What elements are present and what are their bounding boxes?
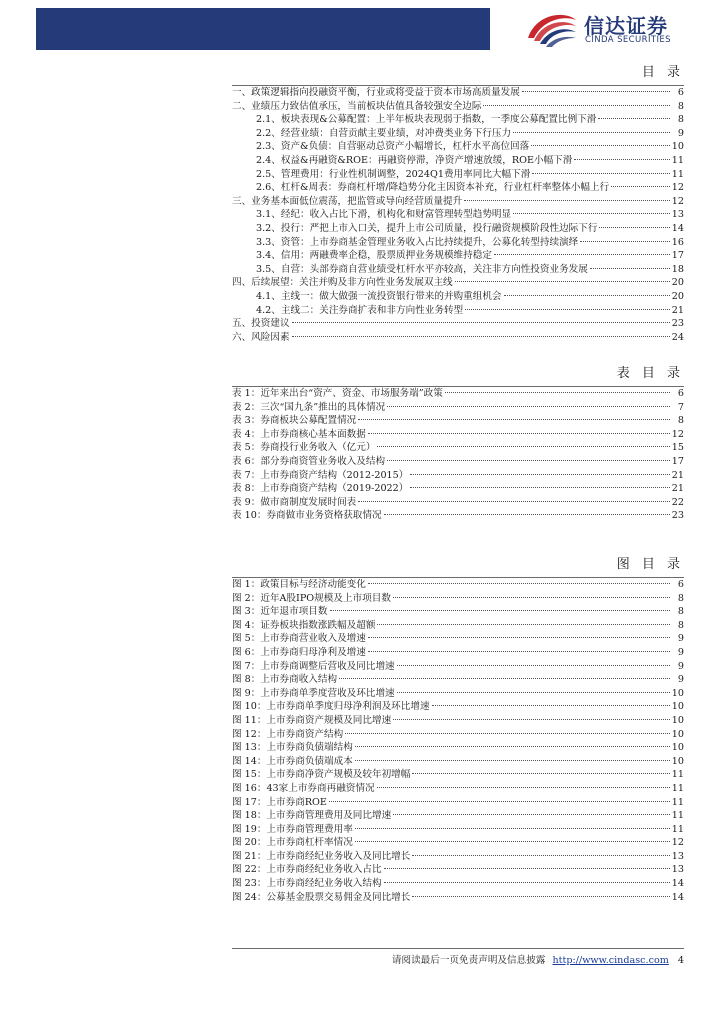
- toc-entry-page: 13: [671, 209, 684, 221]
- page-footer: [392, 952, 684, 966]
- toc-entry-text: 图 10：上市券商单季度归母净利润及环比增速: [232, 701, 430, 713]
- toc-entry-text: 2.1、板块表现&公募配置：上半年板块表现弱于指数，一季度公募配置比例下滑: [256, 114, 597, 126]
- toc-entry[interactable]: [232, 127, 684, 141]
- toc-entry[interactable]: [232, 836, 684, 850]
- toc-entry[interactable]: [232, 809, 684, 823]
- toc-entry-page: 15: [671, 442, 684, 454]
- toc-entry-page: 10: [671, 701, 684, 713]
- dot-leader: [345, 733, 670, 734]
- toc-entry[interactable]: [232, 304, 684, 318]
- dot-leader: [574, 159, 669, 160]
- dot-leader: [393, 597, 670, 598]
- toc-entry-text: 图 22：上市券商经纪业务收入占比: [232, 864, 382, 876]
- toc-entry[interactable]: [232, 195, 684, 209]
- dot-leader: [455, 281, 670, 282]
- dot-leader: [513, 132, 670, 133]
- toc-entry-text: 表 9：做市商制度发展时间表: [232, 496, 357, 508]
- toc-entry-text: 图 12：上市券商资产结构: [232, 728, 344, 740]
- toc-entry-text: 表 3：券商板块公募配置情况: [232, 415, 357, 427]
- dot-leader: [358, 501, 670, 502]
- toc-entry[interactable]: [232, 208, 684, 222]
- toc-entry-text: 3.5、自营：头部券商自营业绩受杠杆水平亦较高，关注非方向性投资业务发展: [256, 263, 588, 275]
- toc-entry-page: 9: [677, 660, 684, 672]
- toc-entry[interactable]: [232, 236, 684, 250]
- toc-entry-page: 13: [671, 850, 684, 862]
- dot-leader: [384, 514, 670, 515]
- dot-leader: [393, 719, 670, 720]
- dot-leader: [387, 406, 670, 407]
- brand-logo: [522, 8, 702, 50]
- toc-entry[interactable]: [232, 331, 684, 345]
- dot-leader: [611, 186, 670, 187]
- toc-entry-text: 图 17：上市券商ROE: [232, 796, 327, 808]
- toc-entry[interactable]: [232, 850, 684, 864]
- toc-entry-text: 图 20：上市券商杠杆率情况: [232, 837, 353, 849]
- toc-entry-text: 图 13：上市券商负债端结构: [232, 742, 353, 754]
- toc-entry[interactable]: [232, 509, 684, 523]
- toc-entry-text: 表 10：券商做市业务资格获取情况: [232, 510, 382, 522]
- dot-leader: [532, 173, 669, 174]
- toc-entry[interactable]: [232, 741, 684, 755]
- toc-entry-page: 22: [671, 496, 684, 508]
- toc-entry-page: 9: [677, 633, 684, 645]
- toc-entry-text: 3.4、信用：两融费率企稳，股票质押业务规模维持稳定: [256, 250, 492, 262]
- dot-leader: [330, 610, 671, 611]
- toc-entry-page: 23: [671, 510, 684, 522]
- dot-leader: [483, 105, 670, 106]
- toc-entry-text: 表 8：上市券商资产结构（2019-2022）: [232, 483, 409, 495]
- toc-entry-page: 9: [677, 674, 684, 686]
- header-banner: [36, 8, 490, 50]
- toc-entry-text: 六、风险因素: [232, 331, 290, 343]
- toc-entry[interactable]: [232, 263, 684, 277]
- figures-section: [232, 556, 684, 904]
- dot-leader: [397, 692, 670, 693]
- toc-entry-text: 3.1、经纪：收入占比下滑，机构化和财富管理转型趋势明显: [256, 209, 512, 221]
- toc-entry-text: 4.1、主线一：做大做强一流投资银行带来的并购重组机会: [256, 290, 502, 302]
- toc-entry[interactable]: [232, 317, 684, 331]
- toc-entry[interactable]: [232, 113, 684, 127]
- toc-entry[interactable]: [232, 140, 684, 154]
- toc-entry-page: 23: [671, 318, 684, 330]
- dot-leader: [355, 746, 670, 747]
- toc-entry-text: 图 1：政策目标与经济动能变化: [232, 579, 366, 590]
- dot-leader: [397, 665, 670, 666]
- toc-entry-page: 8: [677, 100, 684, 112]
- toc-entry-page: 8: [677, 619, 684, 631]
- dot-leader: [355, 760, 670, 761]
- toc-entry-page: 11: [671, 823, 684, 835]
- toc-entry-page: 12: [671, 837, 684, 849]
- toc-entry-text: 图 6：上市券商归母净利及增速: [232, 646, 366, 658]
- toc-entry-text: 图 24：公募基金股票交易佣金及同比增长: [232, 891, 411, 903]
- toc-entry-page: 21: [671, 469, 684, 481]
- toc-entry-page: 6: [677, 388, 684, 399]
- toc-entry-page: 10: [671, 687, 684, 699]
- toc-entry-page: 8: [677, 114, 684, 126]
- dot-leader: [387, 460, 670, 461]
- logo-chinese-name: 信达证券: [584, 14, 668, 38]
- toc-entry[interactable]: [232, 387, 684, 401]
- toc-entry-text: 二、业绩压力致估值承压，当前板块估值具备较强安全边际: [232, 100, 482, 112]
- toc-entry-text: 表 2：三次“国九条”推出的具体情况: [232, 401, 386, 413]
- toc-entry-text: 表 5：券商投行业务收入（亿元）: [232, 442, 376, 454]
- toc-entry-text: 表 7：上市券商资产结构（2012-2015）: [232, 469, 409, 481]
- toc-entry-text: 图 14：上市券商负债端成本: [232, 755, 353, 767]
- toc-entry-page: 20: [671, 290, 684, 302]
- dot-leader: [377, 446, 669, 447]
- toc-entry[interactable]: [232, 646, 684, 660]
- dot-leader: [465, 309, 670, 310]
- toc-entry[interactable]: [232, 222, 684, 236]
- toc-entry[interactable]: [232, 496, 684, 510]
- toc-entry[interactable]: [232, 401, 684, 415]
- toc-entry[interactable]: [232, 290, 684, 304]
- dot-leader: [464, 200, 670, 201]
- toc-entry-page: 8: [677, 592, 684, 604]
- toc-entry[interactable]: [232, 891, 684, 905]
- toc-entry-text: 2.4、权益&再融资&ROE：再融资停滞，净资产增速放缓，ROE小幅下滑: [256, 154, 573, 166]
- tables-section: [232, 365, 684, 523]
- toc-entry-page: 6: [677, 579, 684, 590]
- tables-list: [232, 387, 684, 523]
- toc-entry[interactable]: [232, 592, 684, 606]
- dot-leader: [494, 254, 670, 255]
- toc-entry-page: 16: [671, 236, 684, 248]
- figures-list: [232, 578, 684, 904]
- toc-entry[interactable]: [232, 482, 684, 496]
- toc-entry[interactable]: [232, 796, 684, 810]
- toc-entry-text: 2.2、经营业绩：自营贡献主要业绩，对冲费类业务下行压力: [256, 127, 512, 139]
- toc-entry-text: 三、业务基本面低位震荡，把监管或导向经营质量提升: [232, 195, 463, 207]
- toc-entry-text: 一、政策逻辑指向投融资平衡，行业或将受益于资本市场高质量发展: [232, 87, 520, 98]
- dot-leader: [432, 705, 670, 706]
- toc-entry-text: 图 21：上市券商经纪业务收入及同比增长: [232, 850, 411, 862]
- toc-section: [232, 64, 684, 344]
- toc-entry-text: 表 1：近年来出台“资产、资金、市场服务端”政策: [232, 388, 443, 399]
- dot-leader: [504, 295, 670, 296]
- logo-english-name: CINDA SECURITIES: [585, 35, 671, 45]
- toc-entry-page: 12: [671, 182, 684, 194]
- toc-entry-page: 10: [671, 728, 684, 740]
- dot-leader: [513, 213, 670, 214]
- dot-leader: [368, 583, 670, 584]
- toc-entry-text: 图 19：上市券商管理费用率: [232, 823, 353, 835]
- toc-entry-page: 17: [671, 455, 684, 467]
- dot-leader: [292, 322, 670, 323]
- toc-entry-text: 图 8：上市券商收入结构: [232, 674, 338, 686]
- toc-entry-text: 图 2：近年A股IPO规模及上市项目数: [232, 592, 391, 604]
- dot-leader: [531, 145, 670, 146]
- toc-entry[interactable]: [232, 428, 684, 442]
- dot-leader: [368, 433, 670, 434]
- footer-rule: [232, 948, 684, 949]
- footer-website-link[interactable]: http://www.cindasc.com: [552, 955, 669, 966]
- toc-entry-text: 图 16：43家上市券商再融资情况: [232, 782, 375, 794]
- toc-entry-page: 17: [671, 250, 684, 262]
- toc-entry[interactable]: [232, 154, 684, 168]
- toc-entry-text: 2.3、资产&负债：自营驱动总资产小幅增长，杠杆水平高位回落: [256, 141, 530, 153]
- toc-entry-text: 图 9：上市券商单季度营收及环比增速: [232, 687, 395, 699]
- toc-entry-text: 图 11：上市券商资产规模及同比增速: [232, 714, 392, 726]
- toc-entry-page: 11: [671, 168, 684, 180]
- toc-entry-page: 21: [671, 483, 684, 495]
- toc-entry-text: 2.6、杠杆&周表：券商杠杆增/降趋势分化主因资本补充，行业杠杆率整体小幅上行: [256, 182, 610, 194]
- toc-entry-page: 21: [671, 304, 684, 316]
- toc-entry-text: 图 7：上市券商调整后营收及同比增速: [232, 660, 395, 672]
- toc-entry-text: 图 5：上市券商营业收入及增速: [232, 633, 366, 645]
- toc-entry[interactable]: [232, 86, 684, 100]
- dot-leader: [410, 487, 669, 488]
- toc-entry-page: 20: [671, 277, 684, 289]
- toc-entry[interactable]: [232, 863, 684, 877]
- toc-title: 目 录: [641, 65, 684, 80]
- toc-entry-text: 图 23：上市券商经纪业务收入结构: [232, 878, 382, 890]
- toc-entry-text: 图 18：上市券商管理费用及同比增速: [232, 810, 392, 822]
- toc-entry-page: 8: [677, 606, 684, 618]
- toc-entry[interactable]: [232, 728, 684, 742]
- toc-entry-page: 9: [677, 646, 684, 658]
- toc-entry[interactable]: [232, 249, 684, 263]
- dot-leader: [355, 828, 670, 829]
- toc-entry-text: 表 6：部分券商资管业务收入及结构: [232, 455, 386, 467]
- toc-entry-page: 10: [671, 141, 684, 153]
- toc-entry-text: 图 4：证券板块指数涨跌幅及超额: [232, 619, 376, 631]
- toc-entry[interactable]: [232, 755, 684, 769]
- toc-entry-page: 9: [677, 127, 684, 139]
- toc-entry-page: 14: [671, 878, 684, 890]
- toc-entry-page: 24: [671, 331, 684, 343]
- toc-entry[interactable]: [232, 714, 684, 728]
- toc-entry-text: 3.3、资管：上市券商基金管理业务收入占比持续提升，公募化转型持续演绎: [256, 236, 579, 248]
- toc-entry-page: 8: [677, 415, 684, 427]
- toc-entry-page: 14: [671, 222, 684, 234]
- toc-entry[interactable]: [232, 469, 684, 483]
- toc-entry-text: 图 3：近年退市项目数: [232, 606, 328, 618]
- toc-entry-page: 14: [671, 891, 684, 903]
- toc-entry[interactable]: [232, 181, 684, 195]
- dot-leader: [445, 392, 670, 393]
- cinda-logo-icon: [522, 8, 580, 50]
- toc-entry-page: 12: [671, 428, 684, 440]
- dot-leader: [384, 882, 670, 883]
- toc-entry[interactable]: [232, 100, 684, 114]
- dot-leader: [412, 896, 669, 897]
- dot-leader: [412, 855, 669, 856]
- toc-entry[interactable]: [232, 877, 684, 891]
- toc-entry-text: 五、投资建议: [232, 318, 290, 330]
- dot-leader: [377, 787, 670, 788]
- toc-entry[interactable]: [232, 619, 684, 633]
- toc-entry-text: 表 4：上市券商核心基本面数据: [232, 428, 366, 440]
- toc-entry[interactable]: [232, 673, 684, 687]
- dot-leader: [412, 773, 669, 774]
- toc-entry-page: 13: [671, 864, 684, 876]
- toc-entry[interactable]: [232, 276, 684, 290]
- toc-entry-text: 4.2、主线二：关注券商扩表和非方向性业务转型: [256, 304, 464, 316]
- dot-leader: [590, 268, 670, 269]
- dot-leader: [339, 678, 670, 679]
- toc-entry-page: 10: [671, 742, 684, 754]
- dot-leader: [598, 118, 670, 119]
- toc-entry[interactable]: [232, 660, 684, 674]
- toc-entry-page: 11: [671, 782, 684, 794]
- toc-entry[interactable]: [232, 823, 684, 837]
- toc-entry[interactable]: [232, 168, 684, 182]
- footer-disclaimer: 请阅读最后一页免责声明及信息披露: [391, 955, 546, 966]
- figures-title: 图 目 录: [616, 557, 684, 572]
- toc-entry-page: 18: [671, 263, 684, 275]
- toc-entry[interactable]: [232, 687, 684, 701]
- toc-entry-text: 3.2、投行：严把上市入口关，提升上市公司质量，投行融资规模阶段性边际下行: [256, 222, 598, 234]
- toc-entry[interactable]: [232, 441, 684, 455]
- toc-entry[interactable]: [232, 700, 684, 714]
- toc-entry[interactable]: [232, 632, 684, 646]
- toc-entry-page: 10: [671, 755, 684, 767]
- dot-leader: [384, 868, 670, 869]
- dot-leader: [368, 637, 670, 638]
- toc-entry-page: 11: [671, 796, 684, 808]
- dot-leader: [329, 801, 670, 802]
- dot-leader: [377, 624, 670, 625]
- toc-entry[interactable]: [232, 414, 684, 428]
- toc-entry[interactable]: [232, 605, 684, 619]
- dot-leader: [358, 419, 670, 420]
- dot-leader: [522, 91, 670, 92]
- toc-entry-page: 11: [671, 769, 684, 781]
- dot-leader: [368, 651, 670, 652]
- dot-leader: [355, 841, 670, 842]
- toc-entry-text: 图 15：上市券商净资产规模及较年初增幅: [232, 769, 411, 781]
- toc-entry[interactable]: [232, 455, 684, 469]
- dot-leader: [410, 474, 669, 475]
- dot-leader: [393, 814, 670, 815]
- dot-leader: [599, 227, 669, 228]
- toc-entry-page: 11: [671, 154, 684, 166]
- toc-entry-page: 11: [671, 810, 684, 822]
- dot-leader: [292, 336, 670, 337]
- toc-entry-page: 12: [671, 195, 684, 207]
- toc-list: [232, 86, 684, 344]
- toc-entry-page: 6: [677, 87, 684, 98]
- toc-entry[interactable]: [232, 578, 684, 592]
- toc-entry-page: 10: [671, 714, 684, 726]
- toc-entry-text: 四、后续展望：关注并购及非方向性业务发展双主线: [232, 277, 453, 289]
- dot-leader: [580, 241, 670, 242]
- toc-entry[interactable]: [232, 782, 684, 796]
- toc-entry-text: 2.5、管理费用：行业性机制调整，2024Q1费用率同比大幅下滑: [256, 168, 531, 180]
- footer-page-number: 4: [677, 955, 684, 966]
- toc-entry-page: 7: [677, 401, 684, 413]
- tables-title: 表 目 录: [616, 366, 684, 381]
- toc-entry[interactable]: [232, 768, 684, 782]
